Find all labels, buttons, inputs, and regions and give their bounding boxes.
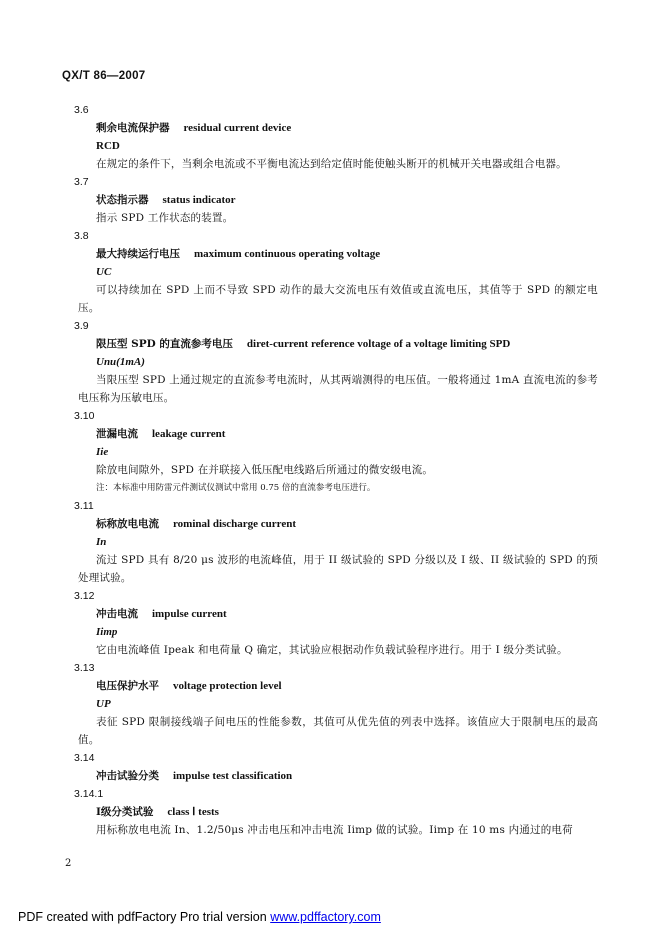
term-heading: 泄漏电流 leakage current [96,428,226,440]
term-symbol: Iie [96,446,109,458]
term-symbol: Iimp [96,626,118,638]
term-heading: 剩余电流保护器 residual current device [96,122,292,134]
clause-number: 3.14.1 [74,788,104,800]
term-symbol: RCD [96,140,120,152]
term-symbol: UP [96,698,111,710]
page-number: 2 [65,858,72,869]
clause-number: 3.14 [74,752,95,764]
term-heading: 限压型 SPD 的直流参考电压 diret-current reference voltage of a voltage limiting SPD [96,338,511,350]
term-definition: 用标称放电电流 In、1.2/50μs 冲击电压和冲击电流 Iimp 做的试验。Iimp 在 10 ms 内通过的电荷 [96,824,573,836]
term-heading: 状态指示器 status indicator [96,194,236,206]
term-heading: Ⅰ级分类试验 class Ⅰ tests [96,806,219,818]
clause-number: 3.13 [74,662,95,674]
footer-text: PDF created with pdfFactory Pro trial version [18,910,271,924]
clause-number: 3.9 [74,320,89,332]
term-definition: 指示 SPD 工作状态的装置。 [96,212,234,224]
clause-number: 3.8 [74,230,89,242]
clause-number: 3.11 [74,500,94,512]
clause-number: 3.12 [74,590,95,602]
term-heading: 冲击电流 impulse current [96,608,227,620]
term-symbol: UC [96,266,112,278]
clause-number: 3.6 [74,104,89,116]
term-heading: 冲击试验分类 impulse test classification [96,770,293,782]
term-definition: 当限压型 SPD 上通过规定的直流参考电流时，从其两端测得的电压值。一般将通过 1mA 直流电流的参考电压称为压敏电压。 [78,374,598,404]
term-symbol: In [96,536,107,548]
term-symbol: Unu(1mA) [96,356,145,368]
term-heading: 标称放电电流 rominal discharge current [96,518,297,530]
term-note: 注：本标准中用防雷元件测试仪测试中常用 0.75 倍的直流参考电压进行。 [96,483,376,493]
pdf-footer [18,910,381,924]
footer-link[interactable]: www.pdffactory.com [270,910,381,924]
term-definition: 它由电流峰值 Ipeak 和电荷量 Q 确定，其试验应根据动作负载试验程序进行。用于 I 级分类试验。 [96,644,568,656]
term-definition: 流过 SPD 具有 8/20 μs 波形的电流峰值，用于 II 级试验的 SPD 分级以及 I 级、II 级试验的 SPD 的预处理试验。 [78,554,598,584]
term-definition: 表征 SPD 限制接线端子间电压的性能参数，其值可从优先值的列表中选择。该值应大于限制电压的最高值。 [78,716,598,746]
standard-code: QX/T 86—2007 [62,70,146,82]
clause-number: 3.7 [74,176,89,188]
term-definition: 在规定的条件下，当剩余电流或不平衡电流达到给定值时能使触头断开的机械开关电器或组合电器。 [96,158,567,170]
term-definition: 除放电间隙外，SPD 在并联接入低压配电线路后所通过的微安级电流。 [96,464,434,476]
terms-body [74,101,598,839]
term-definition: 可以持续加在 SPD 上而不导致 SPD 动作的最大交流电压有效值或直流电压，其值等于 SPD 的额定电压。 [78,284,598,314]
term-heading: 最大持续运行电压 maximum continuous operating voltage [96,248,381,260]
term-heading: 电压保护水平 voltage protection level [96,680,282,692]
clause-number: 3.10 [74,410,95,422]
